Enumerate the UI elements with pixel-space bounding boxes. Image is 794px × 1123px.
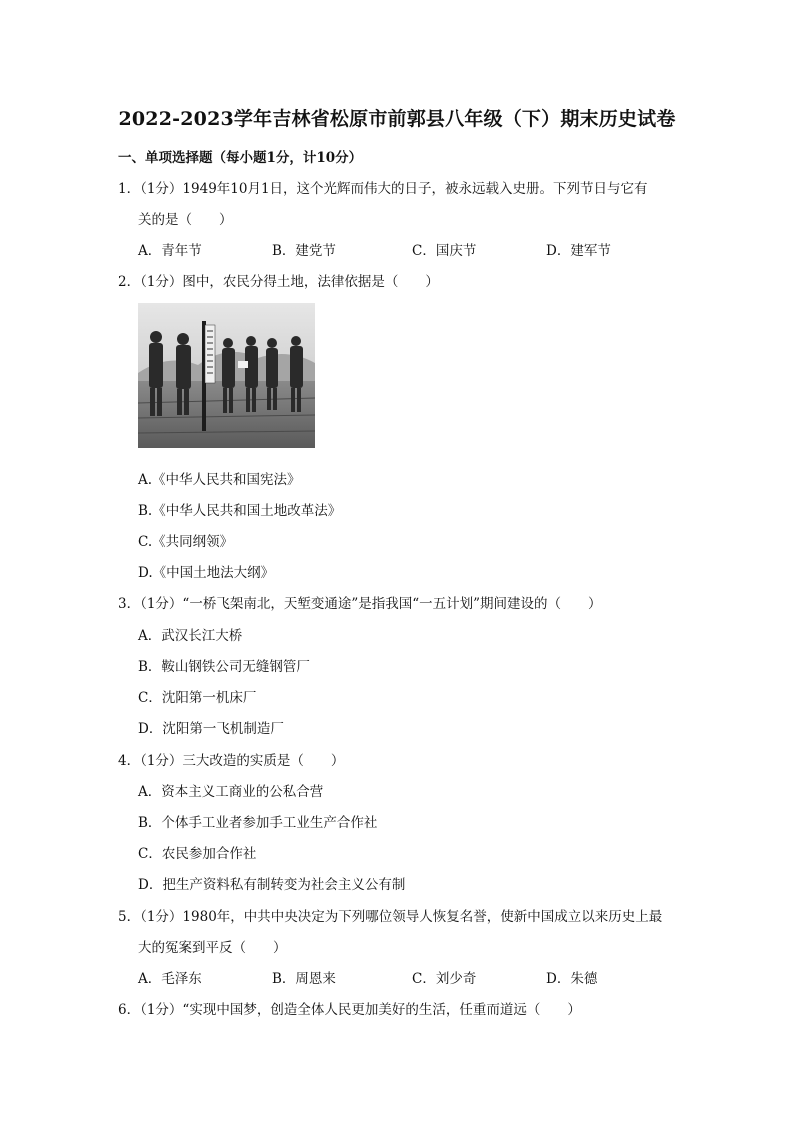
question-3-text: 3．（1分）“一桥飞架南北，天堑变通途”是指我国“一五计划”期间建设的（ ） (118, 596, 602, 612)
question-2-text: 2．（1分）图中，农民分得土地，法律依据是（ ） (118, 274, 439, 290)
land-reform-photo (138, 303, 315, 448)
q5-option-c: C．刘少奇 (412, 971, 477, 987)
q3-option-b: B．鞍山钢铁公司无缝钢管厂 (138, 659, 310, 675)
q1-option-d: D．建军节 (546, 243, 611, 259)
land-reform-photo-illustration (138, 303, 315, 448)
section-heading: 一、单项选择题（每小题1分，计10分） (118, 150, 363, 166)
q2-option-a: A.《中华人民共和国宪法》 (138, 472, 301, 488)
exam-title: 2022-2023学年吉林省松原市前郭县八年级（下）期末历史试卷 (118, 108, 676, 130)
q4-option-c: C．农民参加合作社 (138, 846, 257, 862)
q1-option-b: B．建党节 (272, 243, 336, 259)
q2-option-d: D.《中国土地法大纲》 (138, 565, 275, 581)
q3-option-c: C．沈阳第一机床厂 (138, 690, 257, 706)
question-5-text-cont: 大的冤案到平反（ ） (138, 940, 287, 956)
question-1-text-cont: 关的是（ ） (138, 212, 233, 228)
q5-option-b: B．周恩来 (272, 971, 336, 987)
q4-option-a: A．资本主义工商业的公私合营 (138, 784, 324, 800)
q2-option-b: B.《中华人民共和国土地改革法》 (138, 503, 342, 519)
question-6-text: 6．（1分）“实现中国梦，创造全体人民更加美好的生活，任重而道远（ ） (118, 1002, 581, 1018)
q5-option-a: A．毛泽东 (138, 971, 202, 987)
q1-option-a: A．青年节 (138, 243, 202, 259)
q1-option-c: C．国庆节 (412, 243, 477, 259)
q4-option-d: D．把生产资料私有制转变为社会主义公有制 (138, 877, 406, 893)
q4-option-b: B．个体手工业者参加手工业生产合作社 (138, 815, 378, 831)
q5-option-d: D．朱德 (546, 971, 598, 987)
question-1-text: 1．（1分）1949年10月1日，这个光辉而伟大的日子，被永远载入史册。下列节日与它有 (118, 181, 648, 197)
q3-option-d: D．沈阳第一飞机制造厂 (138, 721, 284, 737)
question-5-text: 5．（1分）1980年，中共中央决定为下列哪位领导人恢复名誉，使新中国成立以来历史上最 (118, 909, 663, 925)
q2-option-c: C.《共同纲领》 (138, 534, 234, 550)
q3-option-a: A．武汉长江大桥 (138, 628, 243, 644)
question-4-text: 4．（1分）三大改造的实质是（ ） (118, 753, 345, 769)
